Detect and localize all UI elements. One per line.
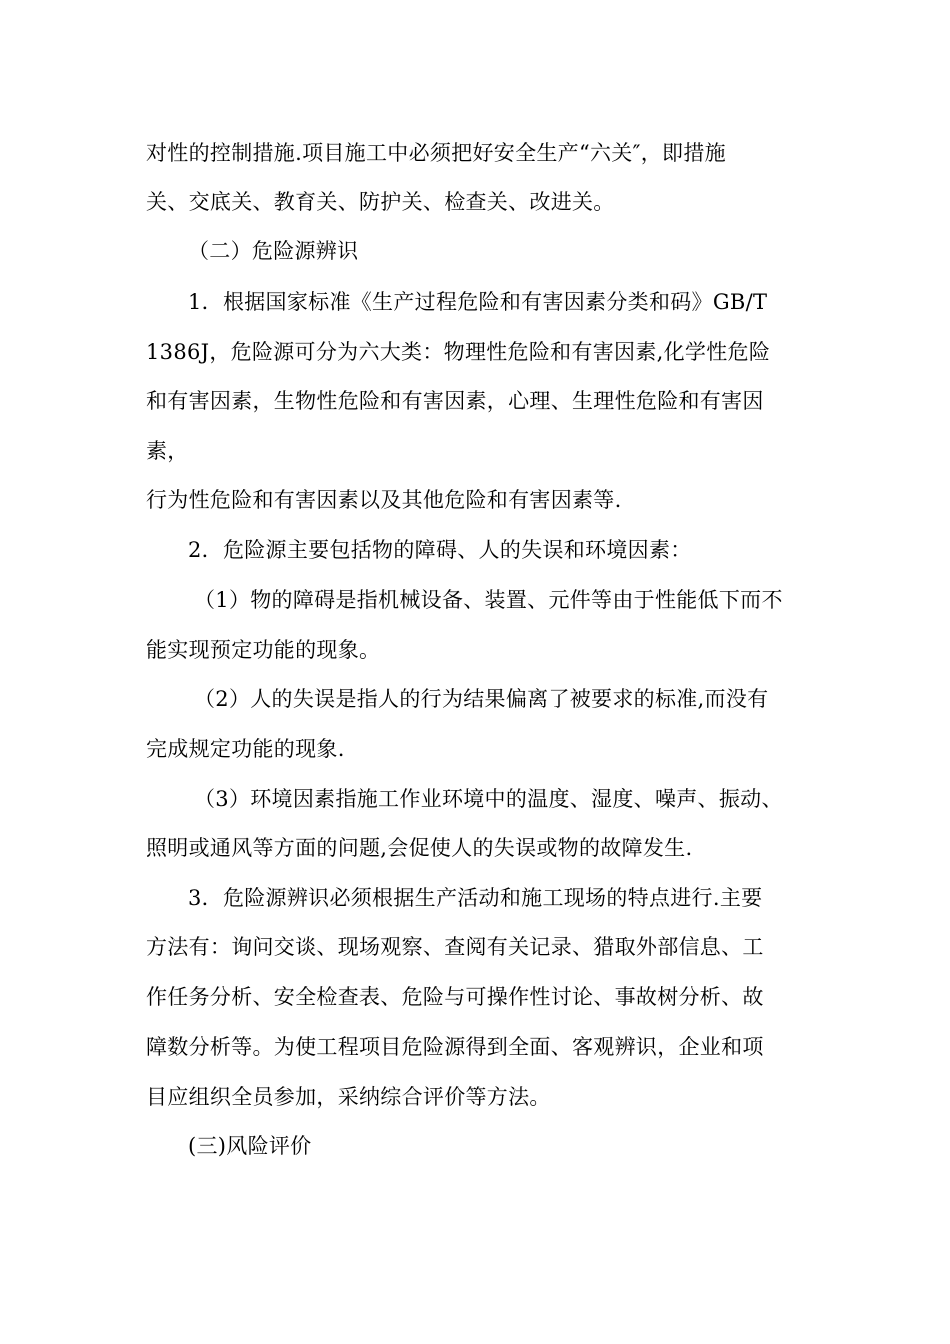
paragraph-line: 行为性危险和有害因素以及其他危险和有害因素等. bbox=[146, 488, 622, 512]
section-heading: (三)风险评价 bbox=[188, 1134, 312, 1158]
paragraph-line: 对性的控制措施.项目施工中必须把好安全生产“六关″，即措施 bbox=[146, 141, 726, 165]
paragraph-line: 和有害因素，生物性危险和有害因素，心理、生理性危险和有害因 bbox=[146, 389, 764, 413]
paragraph-line: 目应组织全员参加，采纳综合评价等方法。 bbox=[146, 1085, 551, 1109]
paragraph-line: 障数分析等。为使工程项目危险源得到全面、客观辨识，企业和项 bbox=[146, 1035, 764, 1059]
paragraph-line: 3．危险源辨识必须根据生产活动和施工现场的特点进行.主要 bbox=[188, 886, 763, 910]
paragraph-line: 1386J，危险源可分为六大类：物理性危险和有害因素,化学性危险 bbox=[146, 340, 771, 364]
paragraph-line: （1）物的障碍是指机械设备、装置、元件等由于性能低下而不 bbox=[194, 588, 783, 612]
paragraph-line: 2．危险源主要包括物的障碍、人的失误和环境因素： bbox=[188, 538, 692, 562]
paragraph-line: 关、交底关、教育关、防护关、检查关、改进关。 bbox=[146, 190, 615, 214]
paragraph-line: （3）环境因素指施工作业环境中的温度、湿度、噪声、振动、 bbox=[194, 787, 783, 811]
section-heading: （二）危险源辨识 bbox=[188, 239, 359, 263]
paragraph-line: 完成规定功能的现象. bbox=[146, 737, 345, 761]
paragraph-line: 作任务分析、安全检查表、危险与可操作性讨论、事故树分析、故 bbox=[146, 985, 764, 1009]
paragraph-line: 素， bbox=[146, 439, 189, 463]
paragraph-line: 方法有：询问交谈、现场观察、查阅有关记录、猎取外部信息、工 bbox=[146, 935, 764, 959]
paragraph-line: 能实现预定功能的现象。 bbox=[146, 638, 381, 662]
paragraph-line: 1．根据国家标准《生产过程危险和有害因素分类和码》GB/T bbox=[188, 290, 768, 314]
paragraph-line: （2）人的失误是指人的行为结果偏离了被要求的标准,而没有 bbox=[194, 687, 769, 711]
paragraph-line: 照明或通风等方面的问题,会促使人的失误或物的故障发生. bbox=[146, 836, 693, 860]
